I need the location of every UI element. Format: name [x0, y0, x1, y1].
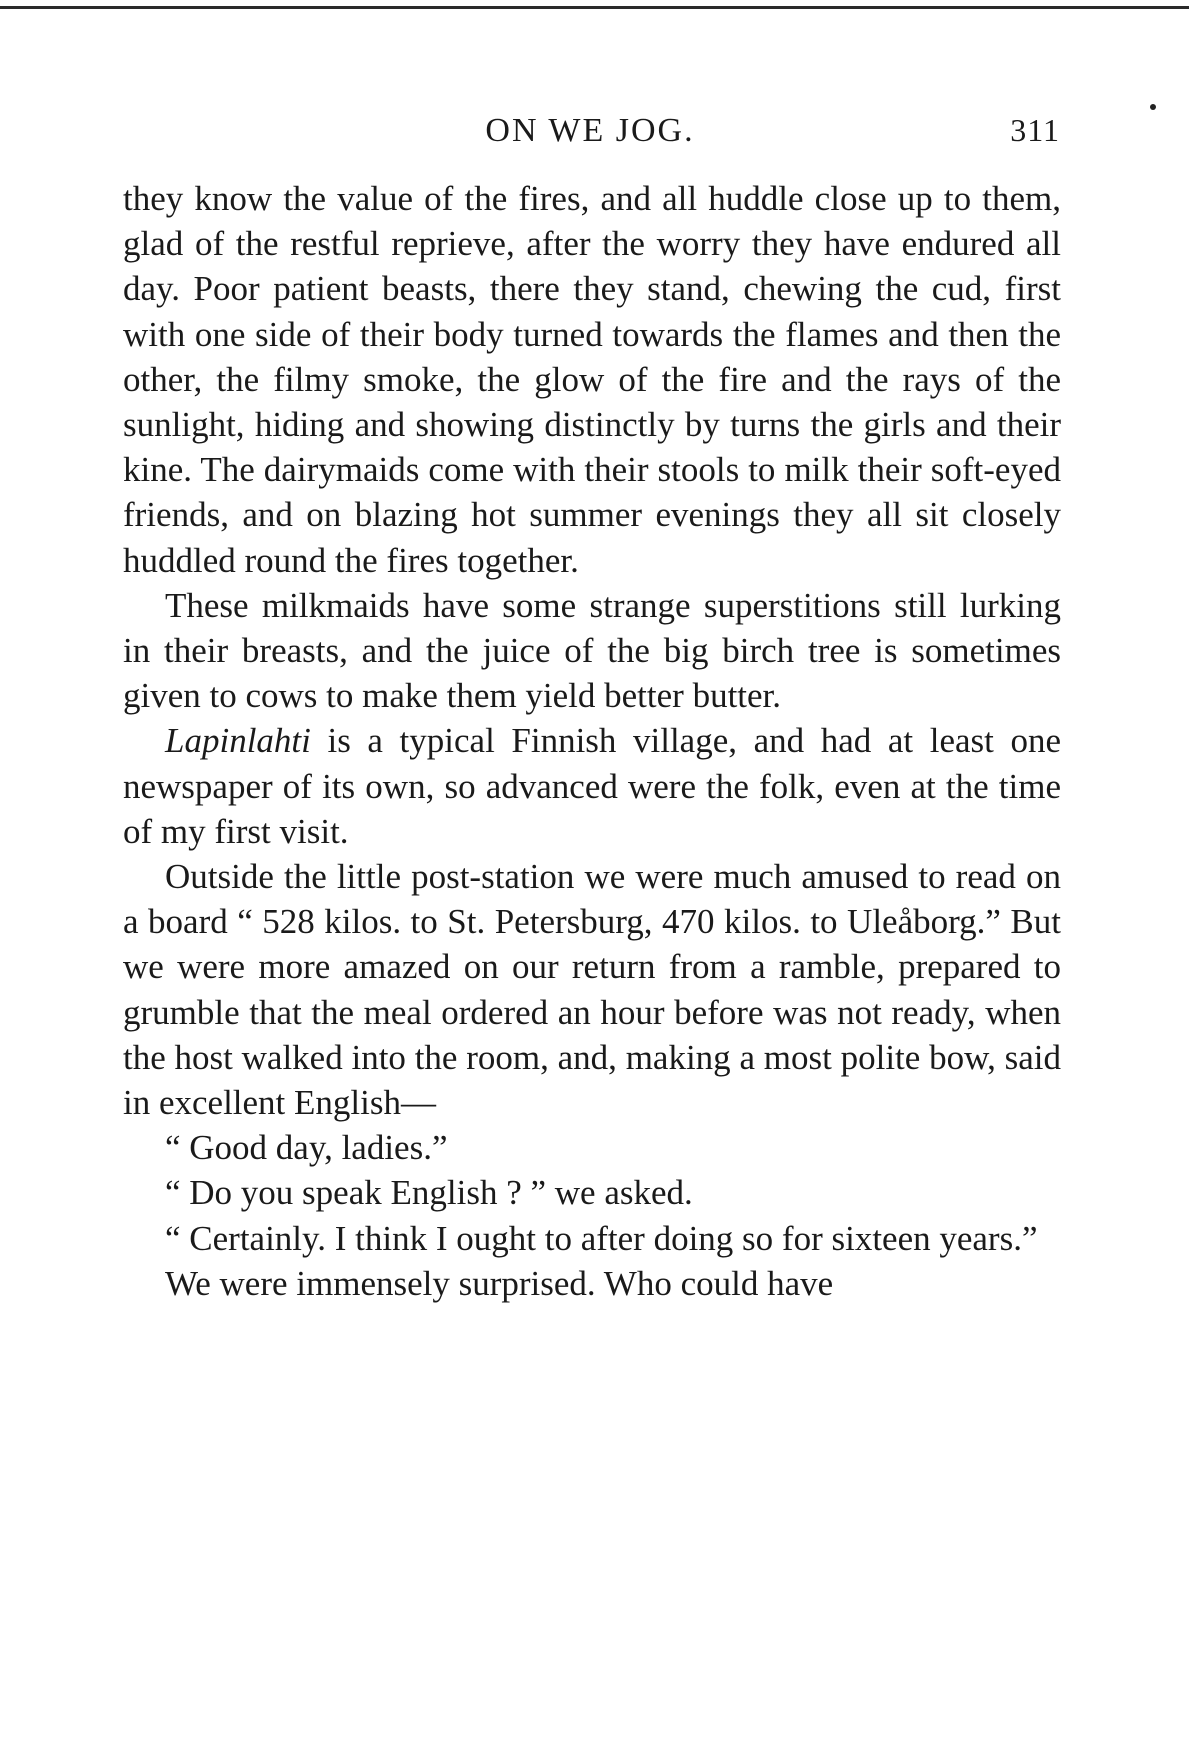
paragraph-1: they know the value of the fires, and all huddle close up to them, glad of the restful reprieve, after the worry they have endured all day. Poor patient beasts, there they stand, chewing the cud, first with one side of their body turned towards the flames and then the other, the filmy smoke, the glow of the fire and the rays of the sunlight, hiding and showing distinctly by turns the girls and their kine. The dairymaids come with their stools to milk their soft-eyed friends, and on blazing hot summer evenings they all sit closely huddled round the fires together.: [123, 179, 1061, 580]
top-rule: [0, 6, 1189, 9]
paragraph-6: “ Do you speak English ? ” we asked.: [165, 1173, 693, 1213]
paragraph-2: These milkmaids have some strange superstitions still lurking in their breasts, and the juice of the big birch tree is sometimes given to cows to make them yield better butter.: [123, 585, 1061, 716]
paragraph-7: “ Certainly. I think I ought to after doing so for sixteen years.”: [165, 1218, 1038, 1258]
body-text: [123, 176, 1061, 1306]
paragraph-3-text: is a typical Finnish village, and had at least one newspaper of its own, so advanced were the folk, even at the time of my first visit.: [123, 721, 1061, 851]
running-head: ON WE JOG.: [485, 112, 695, 149]
paragraph-8: We were immensely surprised. Who could have: [165, 1263, 834, 1303]
ink-speck: [1150, 104, 1156, 110]
paragraph-3: [123, 718, 1061, 854]
paragraph-4: Outside the little post-station we were much amused to read on a board “ 528 kilos. to St. Petersburg, 470 kilos. to Uleåborg.” But we were more amazed on our return from a ramble, prepared to grumble that the meal ordered an hour before was not ready, when the host walked into the room, and, making a most polite bow, said in excellent English—: [123, 857, 1061, 1123]
page-header: [120, 112, 1060, 162]
page-number: 311: [1010, 112, 1060, 148]
paragraph-5: “ Good day, ladies.”: [165, 1128, 448, 1168]
village-name: Lapinlahti: [165, 721, 311, 761]
